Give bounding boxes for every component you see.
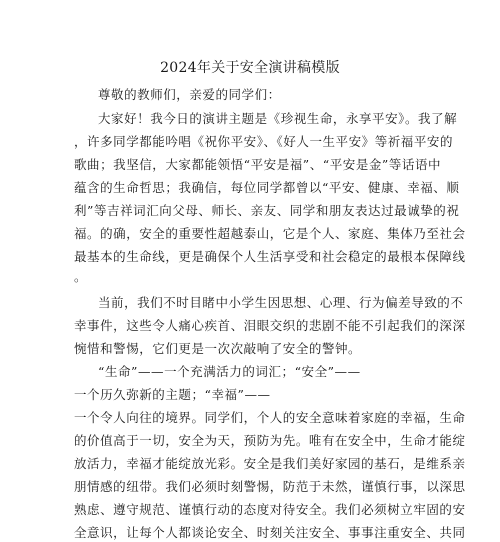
paragraph-line: 的价值高于一切，安全为天，预防为先。唯有在安全中，生命才能绽 <box>74 433 466 448</box>
paragraph-line: 熟虑、遵守规范、谨慎行动的态度对待安全。我们必须树立牢固的安 <box>74 502 466 517</box>
document-title: 2024年关于安全演讲稿模版 <box>160 60 340 76</box>
salutation: 尊敬的教师们，亲爱的同学们： <box>98 87 281 102</box>
paragraph-line: 当前，我们不时目睹中小学生因思想、心理、行为偏差导致的不 <box>98 295 464 310</box>
paragraph-line: 最基本的生命线，更是确保个人生活享受和社会稳定的最根本保障线 <box>74 249 466 264</box>
paragraph-line: 蕴含的生命哲思；我确信，每位同学都曾以“平安、健康、幸福、顺 <box>74 180 460 195</box>
paragraph-line: 朋情感的纽带。我们必须时刻警惕，防范于未然，谨慎行事，以深思 <box>74 479 466 494</box>
paragraph-line: 。 <box>74 269 88 284</box>
paragraph-line: 一个令人向往的境界。同学们，个人的安全意味着家庭的幸福，生命 <box>74 410 466 425</box>
paragraph-line: 惋惜和警惕，它们更是一次次敲响了安全的警钟。 <box>74 341 362 356</box>
paragraph-line: 利”等吉祥词汇向父母、师长、亲友、同学和朋友表达过最诚挚的祝 <box>74 203 460 218</box>
paragraph-line: 放活力，幸福才能绽放光彩。安全是我们美好家园的基石，是维系亲 <box>74 456 466 471</box>
paragraph-line: 幸事件，这些令人痛心疾首、泪眼交织的悲剧不能不引起我们的深深 <box>74 318 466 333</box>
paragraph-line: 大家好！我今日的演讲主题是《珍视生命，永享平安》。我了解 <box>98 111 458 126</box>
paragraph-line: 歌曲；我坚信，大家都能领悟“平安是福”、“平安是金”等话语中 <box>74 157 442 172</box>
paragraph-line: 福。的确，安全的重要性超越泰山，它是个人、家庭、集体乃至社会 <box>74 226 466 241</box>
paragraph-line: “生命”——一个充满活力的词汇；“安全”—— <box>98 364 361 379</box>
paragraph-line: 全意识，让每个人都谈论安全、时刻关注安全、事事注重安全、共同 <box>74 525 466 540</box>
paragraph-line: ，许多同学都能吟唱《祝你平安》、《好人一生平安》等祈福平安的 <box>74 134 454 149</box>
paragraph-line: 一个历久弥新的主题；“幸福”—— <box>74 387 271 402</box>
